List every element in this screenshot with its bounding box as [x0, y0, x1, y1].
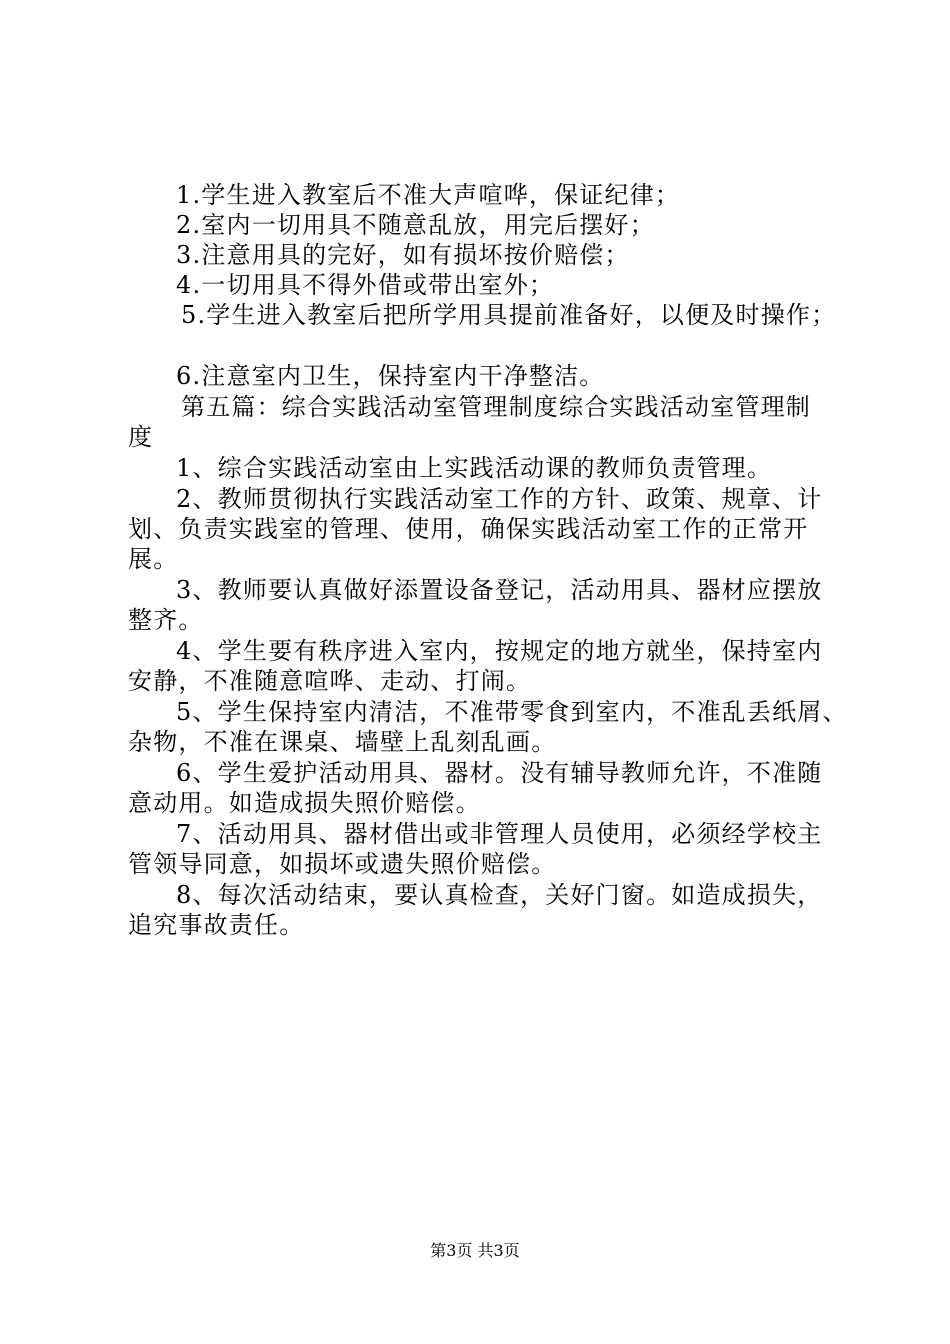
section-item-4-continued: 安静，不准随意喧哗、走动、打闹。 [128, 667, 532, 695]
section-title-continued: 度 [128, 423, 154, 451]
rule-item-4: 4.一切用具不得外借或带出室外； [176, 271, 555, 299]
section-item-7-continued: 管领导同意，如损坏或遗失照价赔偿。 [128, 850, 557, 878]
section-item-5-continued: 杂物，不准在课桌、墙壁上乱刻乱画。 [128, 728, 557, 756]
rule-item-1: 1.学生进入教室后不准大声喧哗，保证纪律； [176, 181, 681, 209]
section-item-8: 8、每次活动结束，要认真检查，关好门窗。如造成损失， [176, 881, 823, 909]
rule-item-3: 3.注意用具的完好，如有损坏按价赔偿； [176, 241, 630, 269]
section-item-3-continued: 整齐。 [128, 606, 204, 634]
section-item-3: 3、教师要认真做好添置设备登记，活动用具、器材应摆放 [176, 576, 823, 604]
rule-item-2: 2.室内一切用具不随意乱放，用完后摆好； [176, 211, 655, 239]
section-item-6-continued: 意动用。如造成损失照价赔偿。 [128, 789, 481, 817]
rule-item-5: 5.学生进入教室后把所学用具提前准备好，以便及时操作； [181, 301, 837, 329]
section-item-5: 5、学生保持室内清洁，不准带零食到室内，不准乱丢纸屑、 [176, 698, 848, 726]
page-number: 第3页 共3页 [430, 1241, 520, 1260]
section-title: 第五篇：综合实践活动室管理制度综合实践活动室管理制 [181, 393, 811, 421]
section-item-4: 4、学生要有秩序进入室内，按规定的地方就坐，保持室内 [176, 637, 823, 665]
rule-item-6: 6.注意室内卫生，保持室内干净整洁。 [176, 362, 605, 390]
section-item-1: 1、综合实践活动室由上实践活动课的教师负责管理。 [176, 454, 773, 482]
section-item-2-continued: 展。 [128, 545, 179, 573]
section-item-8-continued: 追究事故责任。 [128, 911, 305, 939]
section-item-7: 7、活动用具、器材借出或非管理人员使用，必须经学校主 [176, 820, 823, 848]
section-item-6: 6、学生爱护活动用具、器材。没有辅导教师允许，不准随 [176, 759, 823, 787]
section-item-2-continued: 划、负责实践室的管理、使用，确保实践活动室工作的正常开 [128, 515, 809, 543]
section-item-2: 2、教师贯彻执行实践活动室工作的方针、政策、规章、计 [176, 485, 823, 513]
